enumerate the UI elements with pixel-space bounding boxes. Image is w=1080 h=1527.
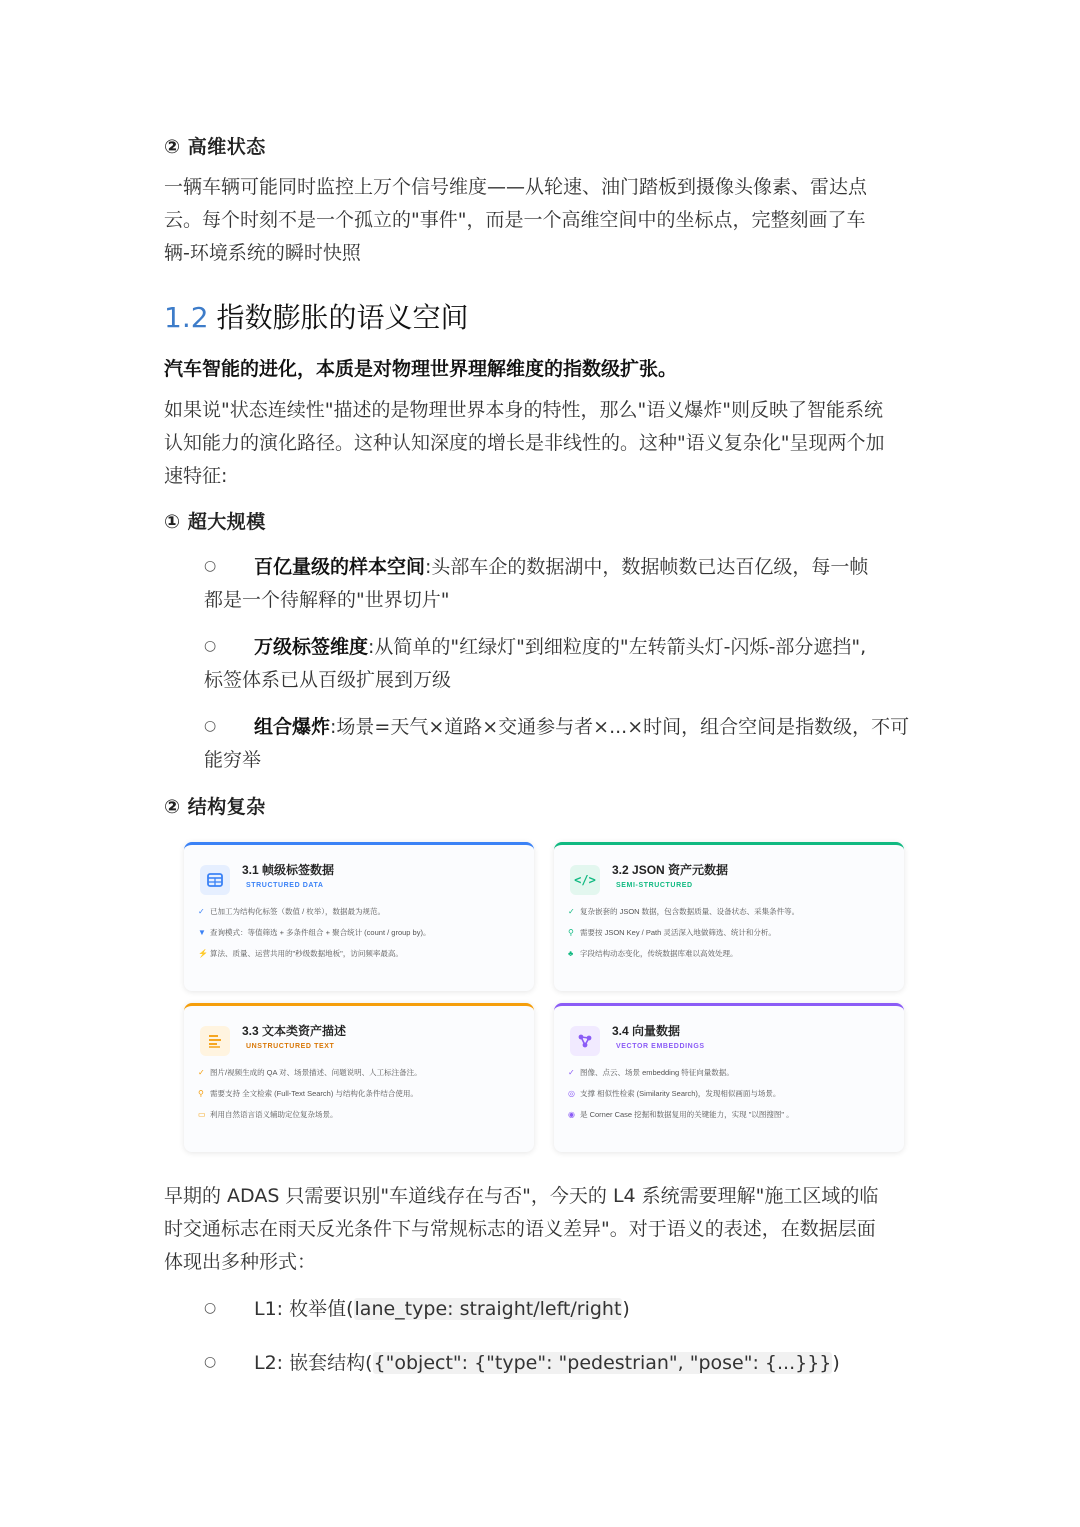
list-item-text: :场景=天气×道路×交通参与者×...×时间，组合空间是指数级，不可	[330, 716, 910, 738]
card-structured-data	[184, 842, 534, 991]
keyboard-icon: ▭	[198, 1110, 206, 1119]
lead-sentence: 汽车智能的进化，本质是对物理世界理解维度的指数级扩张。	[164, 358, 678, 380]
section-title-1-2	[164, 296, 469, 336]
card-item-list	[568, 907, 898, 970]
eye-icon: ◉	[568, 1110, 575, 1119]
list-item-text: :头部车企的数据湖中，数据帧数已达百亿级，每一帧	[425, 556, 869, 578]
check-icon: ✓	[198, 907, 205, 916]
card-item: ✓ 图片/视频生成的 QA 对、场景描述、问题说明、人工标注备注。	[198, 1068, 422, 1077]
filter-icon: ▼	[198, 928, 206, 937]
card-item: ⚲ 需要按 JSON Key / Path 灵活深入地做筛选、统计和分析。	[568, 928, 776, 937]
list-item	[204, 551, 924, 617]
bolt-icon: ⚡	[198, 949, 208, 958]
bullet-circle-icon: ○	[204, 718, 217, 734]
card-item: ✓ 复杂嵌套的 JSON 数据，包含数据质量、设备状态、采集条件等。	[568, 907, 800, 916]
card-vector-embeddings	[554, 1003, 904, 1152]
paragraph-line: 早期的 ADAS 只需要识别"车道线存在与否"，今天的 L4 系统需要理解"施工区域的临	[164, 1185, 879, 1207]
bullet-circle-icon: ○	[204, 1354, 217, 1370]
section-heading-structure: ② 结构复杂	[164, 796, 266, 818]
paragraph-line: 认知能力的演化路径。这种认知深度的增长是非线性的。这种"语义复杂化"呈现两个加	[164, 432, 885, 454]
graph-icon	[570, 1026, 600, 1056]
card-item-list	[198, 907, 528, 970]
list-item-l1	[204, 1293, 924, 1326]
section-heading-high-dim-state: ② 高维状态	[164, 136, 266, 158]
card-title: 3.2 JSON 资产元数据	[612, 863, 729, 877]
card-subtitle: SEMI-STRUCTURED	[616, 882, 693, 889]
paragraph-line: 体现出多种形式：	[164, 1251, 317, 1273]
check-icon: ✓	[568, 907, 575, 916]
paragraph-line: 时交通标志在雨天反光条件下与常规标志的语义差异"。对于语义的表述，在数据层面	[164, 1218, 876, 1240]
bullet-circle-icon: ○	[204, 558, 217, 574]
paragraph-semantic	[164, 394, 924, 493]
list-item-bold: 组合爆炸	[254, 716, 331, 738]
list-item-text: 都是一个待解释的"世界切片"	[204, 589, 450, 611]
target-icon: ◎	[568, 1089, 575, 1098]
card-item: ◎ 支撑 相似性检索 (Similarity Search)，发现相似画面与场景。	[568, 1089, 781, 1098]
paragraph-line: 速特征:	[164, 465, 228, 487]
table-icon	[200, 865, 230, 895]
level-prefix: L2: 嵌套结构(	[254, 1352, 373, 1374]
paragraph-high-dim-state	[164, 171, 924, 270]
card-item: ✓ 已加工为结构化标签（数值 / 枚举），数据最为规范。	[198, 907, 385, 916]
card-item-list	[198, 1068, 528, 1131]
card-item-list	[568, 1068, 898, 1131]
card-subtitle: VECTOR EMBEDDINGS	[616, 1043, 705, 1050]
bullet-circle-icon: ○	[204, 638, 217, 654]
section-number: 1.2	[164, 301, 209, 334]
card-item: ⚲ 需要支持 全文检索 (Full-Text Search) 与结构化条件结合使用。	[198, 1089, 418, 1098]
list-item-bold: 万级标签维度	[254, 636, 369, 658]
paragraph-adas	[164, 1180, 924, 1279]
paragraph-line: 云。每个时刻不是一个孤立的"事件"，而是一个高维空间中的坐标点，完整刻画了车	[164, 209, 866, 231]
card-title: 3.4 向量数据	[612, 1024, 681, 1038]
card-subtitle: STRUCTURED DATA	[246, 882, 324, 889]
level-suffix: )	[832, 1352, 840, 1374]
list-item-text: :从简单的"红绿灯"到细粒度的"左转箭头灯-闪烁-部分遮挡",	[368, 636, 867, 658]
section-title-text: 指数膨胀的语义空间	[216, 301, 469, 334]
list-item-bold: 百亿量级的样本空间	[254, 556, 426, 578]
card-title: 3.3 文本类资产描述	[242, 1024, 347, 1038]
list-item	[204, 631, 924, 697]
search-icon: ⚲	[568, 928, 574, 937]
card-item: ⚡ 算法、质量、运营共用的"秒级数据地板"，访问频率最高。	[198, 949, 403, 958]
text-icon	[200, 1026, 230, 1056]
level-prefix: L1: 枚举值(	[254, 1298, 354, 1320]
card-item: ♣ 字段结构动态变化，传统数据库难以高效处理。	[568, 949, 738, 958]
list-item-l2	[204, 1347, 924, 1380]
bullet-circle-icon: ○	[204, 1300, 217, 1316]
search-icon: ⚲	[198, 1089, 204, 1098]
card-item: ✓ 图像、点云、场景 embedding 特征向量数据。	[568, 1068, 734, 1077]
hierarchy-icon: ♣	[568, 949, 574, 958]
list-item	[204, 711, 924, 777]
card-item: ▭ 利用自然语言语义辅助定位复杂场景。	[198, 1110, 338, 1119]
paragraph-line: 如果说"状态连续性"描述的是物理世界本身的特性，那么"语义爆炸"则反映了智能系统	[164, 399, 883, 421]
card-subtitle: UNSTRUCTURED TEXT	[246, 1043, 335, 1050]
paragraph-line: 辆-环境系统的瞬时快照	[164, 242, 361, 264]
card-item: ◉ 是 Corner Case 挖掘和数据复用的关键能力，实现 "以图搜图" 。	[568, 1110, 794, 1119]
card-title: 3.1 帧级标签数据	[242, 863, 335, 877]
code-icon: </>	[570, 865, 600, 895]
check-icon: ✓	[568, 1068, 575, 1077]
card-semi-structured	[554, 842, 904, 991]
card-unstructured-text	[184, 1003, 534, 1152]
check-icon: ✓	[198, 1068, 205, 1077]
inline-code: lane_type: straight/left/right	[354, 1298, 622, 1320]
card-item: ▼ 查询模式：等值筛选 + 多条件组合 + 聚合统计 (count / group by)。	[198, 928, 431, 937]
paragraph-line: 一辆车辆可能同时监控上万个信号维度——从轮速、油门踏板到摄像头像素、雷达点	[164, 176, 868, 198]
list-item-text: 标签体系已从百级扩展到万级	[204, 669, 452, 691]
inline-code: {"object": {"type": "pedestrian", "pose": {...}}}	[373, 1352, 832, 1374]
level-suffix: )	[622, 1298, 630, 1320]
list-item-text: 能穷举	[204, 749, 262, 771]
section-heading-scale: ① 超大规模	[164, 511, 266, 533]
